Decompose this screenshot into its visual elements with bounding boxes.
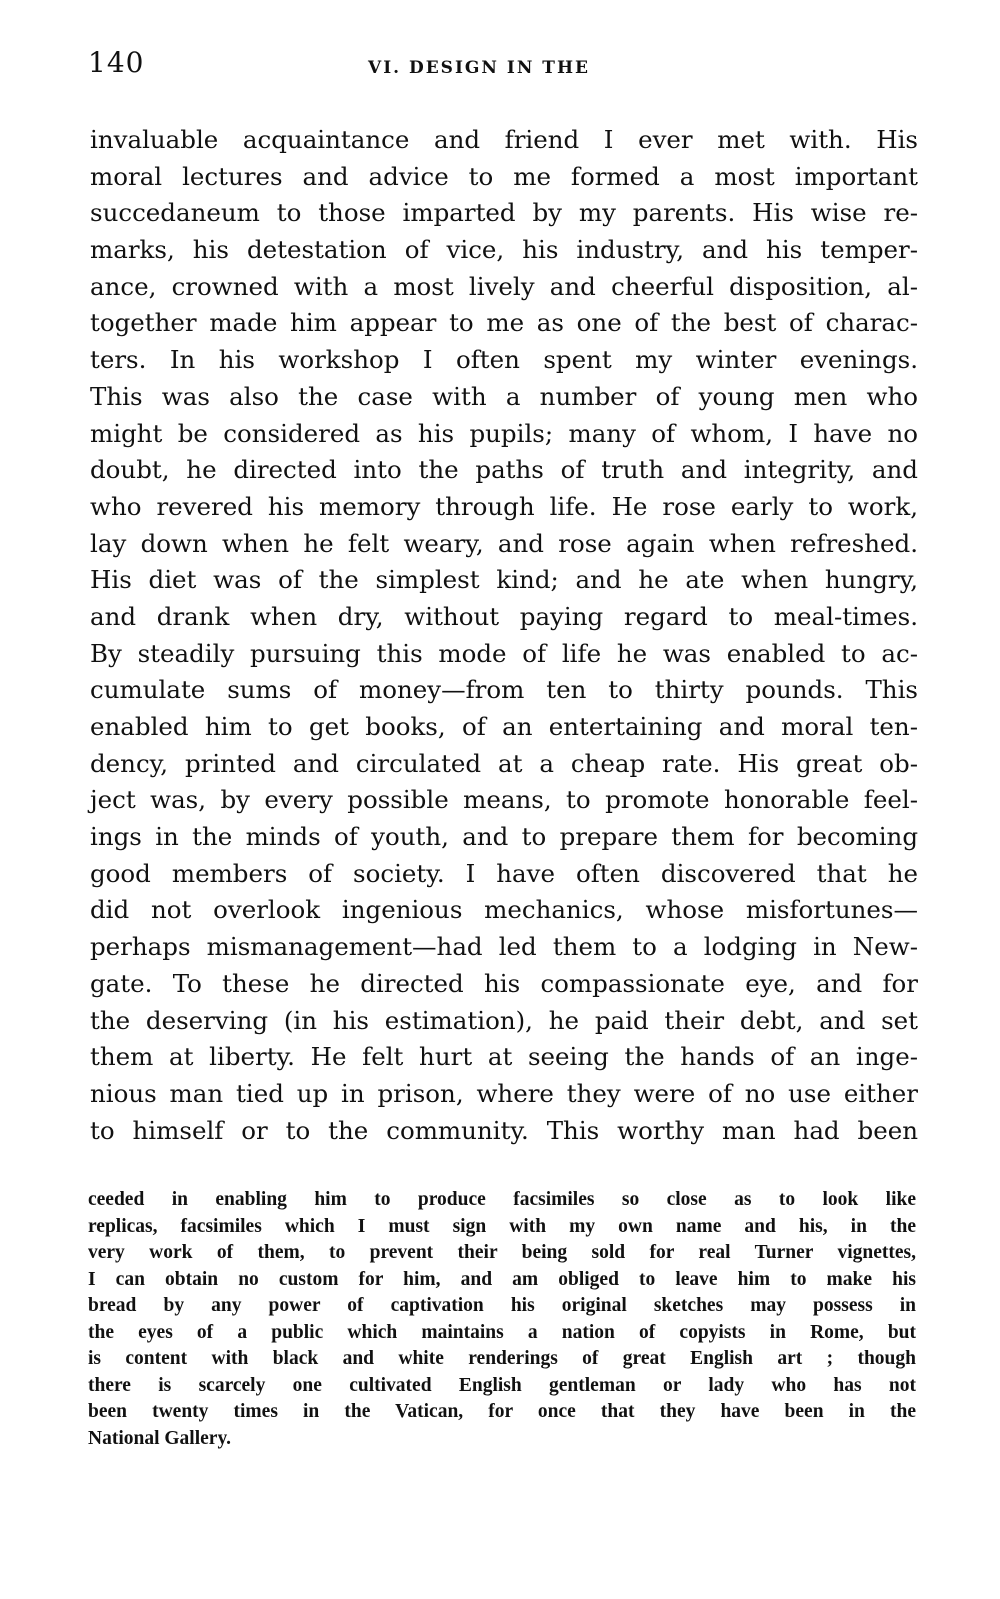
- body-line: good members of society. I have often discovered that he: [90, 858, 918, 888]
- body-line: ject was, by every possible means, to promote honorable feel-: [90, 785, 918, 815]
- footnote-line: bread by any power of captivation his original sketches may possess in: [88, 1295, 916, 1316]
- footnote-line: I can obtain no custom for him, and am obliged to leave him to make his: [88, 1268, 916, 1290]
- body-line: them at liberty. He felt hurt at seeing the hands of an inge-: [90, 1042, 918, 1072]
- page-header: [88, 46, 918, 86]
- body-line: did not overlook ingenious mechanics, whose misfortunes—: [90, 895, 918, 925]
- body-line: and drank when dry, without paying regard to meal-times.: [90, 601, 918, 631]
- footnote: [88, 1187, 916, 1452]
- body-line: ters. In his workshop I often spent my winter evenings.: [90, 345, 918, 375]
- body-line: to himself or to the community. This worthy man had been: [90, 1115, 918, 1145]
- body-line: nious man tied up in prison, where they were of no use either: [90, 1078, 918, 1108]
- body-line: marks, his detestation of vice, his industry, and his temper-: [90, 235, 918, 265]
- footnote-line: replicas, facsimiles which I must sign with my own name and his, in the: [88, 1215, 916, 1237]
- body-line: dency, printed and circulated at a cheap rate. His great ob-: [90, 748, 918, 778]
- body-line: succedaneum to those imparted by my parents. His wise re-: [90, 198, 918, 228]
- footnote-line: there is scarcely one cultivated English gentleman or lady who has not: [88, 1374, 916, 1396]
- body-line: lay down when he felt weary, and rose again when refreshed.: [90, 528, 918, 558]
- body-line: perhaps mismanagement—had led them to a lodging in New-: [90, 932, 918, 962]
- body-line: invaluable acquaintance and friend I ever met with. His: [90, 125, 918, 154]
- footnote-line: ceeded in enabling him to produce facsimiles so close as to look like: [88, 1189, 916, 1210]
- body-line: moral lectures and advice to me formed a most important: [90, 161, 918, 191]
- body-line: By steadily pursuing this mode of life he was enabled to ac-: [90, 638, 918, 668]
- running-title: VI. DESIGN IN THE: [368, 58, 590, 78]
- footnote-line: the eyes of a public which maintains a nation of copyists in Rome, but: [88, 1321, 916, 1343]
- body-text: [90, 122, 918, 1149]
- body-line: the deserving (in his estimation), he paid their debt, and set: [90, 1005, 918, 1035]
- footnote-line: been twenty times in the Vatican, for once that they have been in the: [88, 1401, 916, 1422]
- body-line: doubt, he directed into the paths of truth and integrity, and: [90, 455, 918, 485]
- body-line: together made him appear to me as one of the best of charac-: [90, 308, 918, 338]
- body-line: gate. To these he directed his compassionate eye, and for: [90, 968, 918, 998]
- page-number: 140: [88, 46, 145, 79]
- body-line: ings in the minds of youth, and to prepare them for becoming: [90, 822, 918, 852]
- body-line: who revered his memory through life. He rose early to work,: [90, 491, 918, 521]
- body-line: This was also the case with a number of young men who: [90, 381, 918, 411]
- footnote-line: National Gallery.: [88, 1427, 231, 1449]
- body-line: ance, crowned with a most lively and cheerful disposition, al-: [90, 271, 918, 301]
- body-line: His diet was of the simplest kind; and he ate when hungry,: [90, 565, 918, 595]
- footnote-line: is content with black and white renderings of great English art ; though: [88, 1348, 916, 1369]
- footnote-line: very work of them, to prevent their being sold for real Turner vignettes,: [88, 1242, 916, 1263]
- body-line: cumulate sums of money—from ten to thirty pounds. This: [90, 675, 918, 705]
- body-line: enabled him to get books, of an entertaining and moral ten-: [90, 712, 918, 741]
- body-line: might be considered as his pupils; many of whom, I have no: [90, 418, 918, 448]
